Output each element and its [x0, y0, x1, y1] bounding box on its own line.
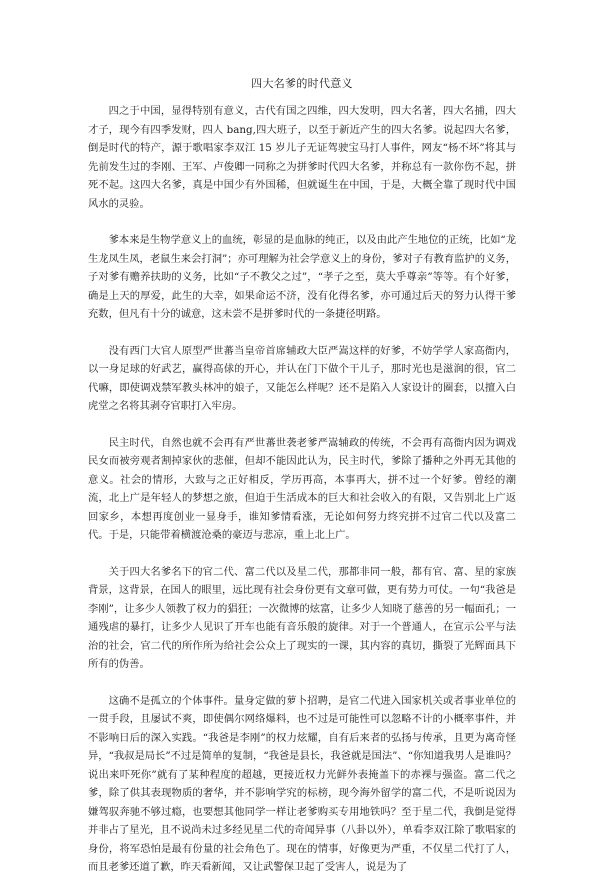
paragraph-4: 民主时代，自然也就不会再有严世蕃世袭老爹严嵩辅政的传统，不会再有高衙内因为调戏民女而被旁观者割掉家伙的悲催，但却不能因此认为，民主时代，爹除了播种之外再无其他的意义。社会的情形，大致与之正好相反，学历再高，本事再大，拼不过一个好爹。曾经的潮流，北上广是年轻人的梦想之旅，但迫于生活成本的巨大和社会收入的有限，又告别北上广返回家乡，本想再度创业一显身手，谁知爹情看涨，无论如何努力终究拼不过官二代以及富二代。于是，只能带着横渡沧桑的豪迈与悲凉，重上北上广。 [88, 436, 516, 541]
paragraph-1: 四之于中国，显得特别有意义，古代有国之四维，四大发明，四大名著，四大名捕，四大才子，现今有四季发财，四人 bang,四大班子，以至于新近产生的四大名爹。说起四大名爹，倒是时代的特产，源于歌唱家李双江 15 岁儿子无证驾驶宝马打人事件，网友“杨不坏”将其与先前发生过的李刚、王军、卢俊卿一同称之为拼爹时代四大名爹，并称总有一款你伤不起，拼死不起。这四大名爹，真是中国少有外国稀，但就诞生在中国，于是，大概全靠了现时代中国风水的灵验。 [88, 105, 516, 210]
paragraph-3: 没有西门大官人原型严世蕃当皇帝首席辅政大臣严嵩这样的好爹，不妨学学人家高衙内，以一身足球的好武艺，赢得高俅的开心，并认在门下做个干儿子，那时光也是滋润的很，官二代嘛，即使调戏禁军教头林冲的娘子，又能怎么样呢？还不是陷入人家设计的圈套，以擅入白虎堂之名将其剥夺官职打入牢房。 [88, 344, 516, 412]
paragraph-6: 这确不是孤立的个体事件。量身定做的萝卜招聘，是官二代进入国家机关或者事业单位的一贯手段，且屡试不爽，即使偶尔网络爆料，也不过是可能性可以忽略不计的小概率事件，并不影响日后的深入实践。“我爸是李刚”的权力炫耀，自有后来者的弘扬与传承，且更为离奇怪异，“我叔是局长”不过是简单的复制，“我爸是县长，我爸就是国法”、“你知道我男人是谁吗？说出来吓死你”就有了某种程度的超越，更接近权力光鲜外表掩盖下的赤裸与强盗。富二代之爹，除了供其表现物质的奢华，并不影响学究的标榜，现今海外留学的富二代，不是听说因为嫌驾驭奔驰不够过瘾，也要想其他同学一样让老爹购买专用地铁吗？至于星二代，我倒是觉得并非占了星光，且不说尚未过多经见星二代的奇闻异事（八卦以外），单看李双江除了歌唱家的身份，将军恐怕是最有份量的社会角色了。现在的情事，好像更为严重，不仅星二代打了人，而且老爹还道了歉，昨天看新闻，又让武警保卫起了受害人，说是为了 [88, 694, 516, 873]
paragraph-5: 关于四大名爹名下的官二代、富二代以及星二代，那都非同一般，都有官、富、星的家族背景，这背景，在国人的眼里，远比现有社会身份更有文章可做，更有势力可仗。一句“我爸是李刚”，让多少人领教了权力的猖狂；一次微博的炫富，让多少人知晓了慈善的另一幅面孔；一通残虐的暴打，让多少人见识了开车也能有音乐般的旋律。对于一个普通人，在宣示公平与法治的社会，官二代的所作所为给社会公众上了现实的一课，其内容的真切，撕裂了光辉面具下所有的伪善。 [88, 565, 516, 670]
document-title: 四大名爹的时代意义 [251, 77, 353, 90]
paragraph-2: 爹本来是生物学意义上的血统，彰显的是血脉的纯正，以及由此产生地位的正统，比如“龙生龙凤生凤，老鼠生来会打洞”；亦可理解为社会学意义上的身份，爹对子有教育监护的义务，子对爹有赡养扶助的义务，比如“子不教父之过”，“孝子之至，莫大乎尊亲”等等。有个好爹，确是上天的厚爱，此生的大幸，如果命运不济，没有化得名爹，亦可通过后天的努力认得干爹充数，但凡有十分的诚意，这未尝不是拼爹时代的一条捷径明路。 [88, 234, 516, 320]
